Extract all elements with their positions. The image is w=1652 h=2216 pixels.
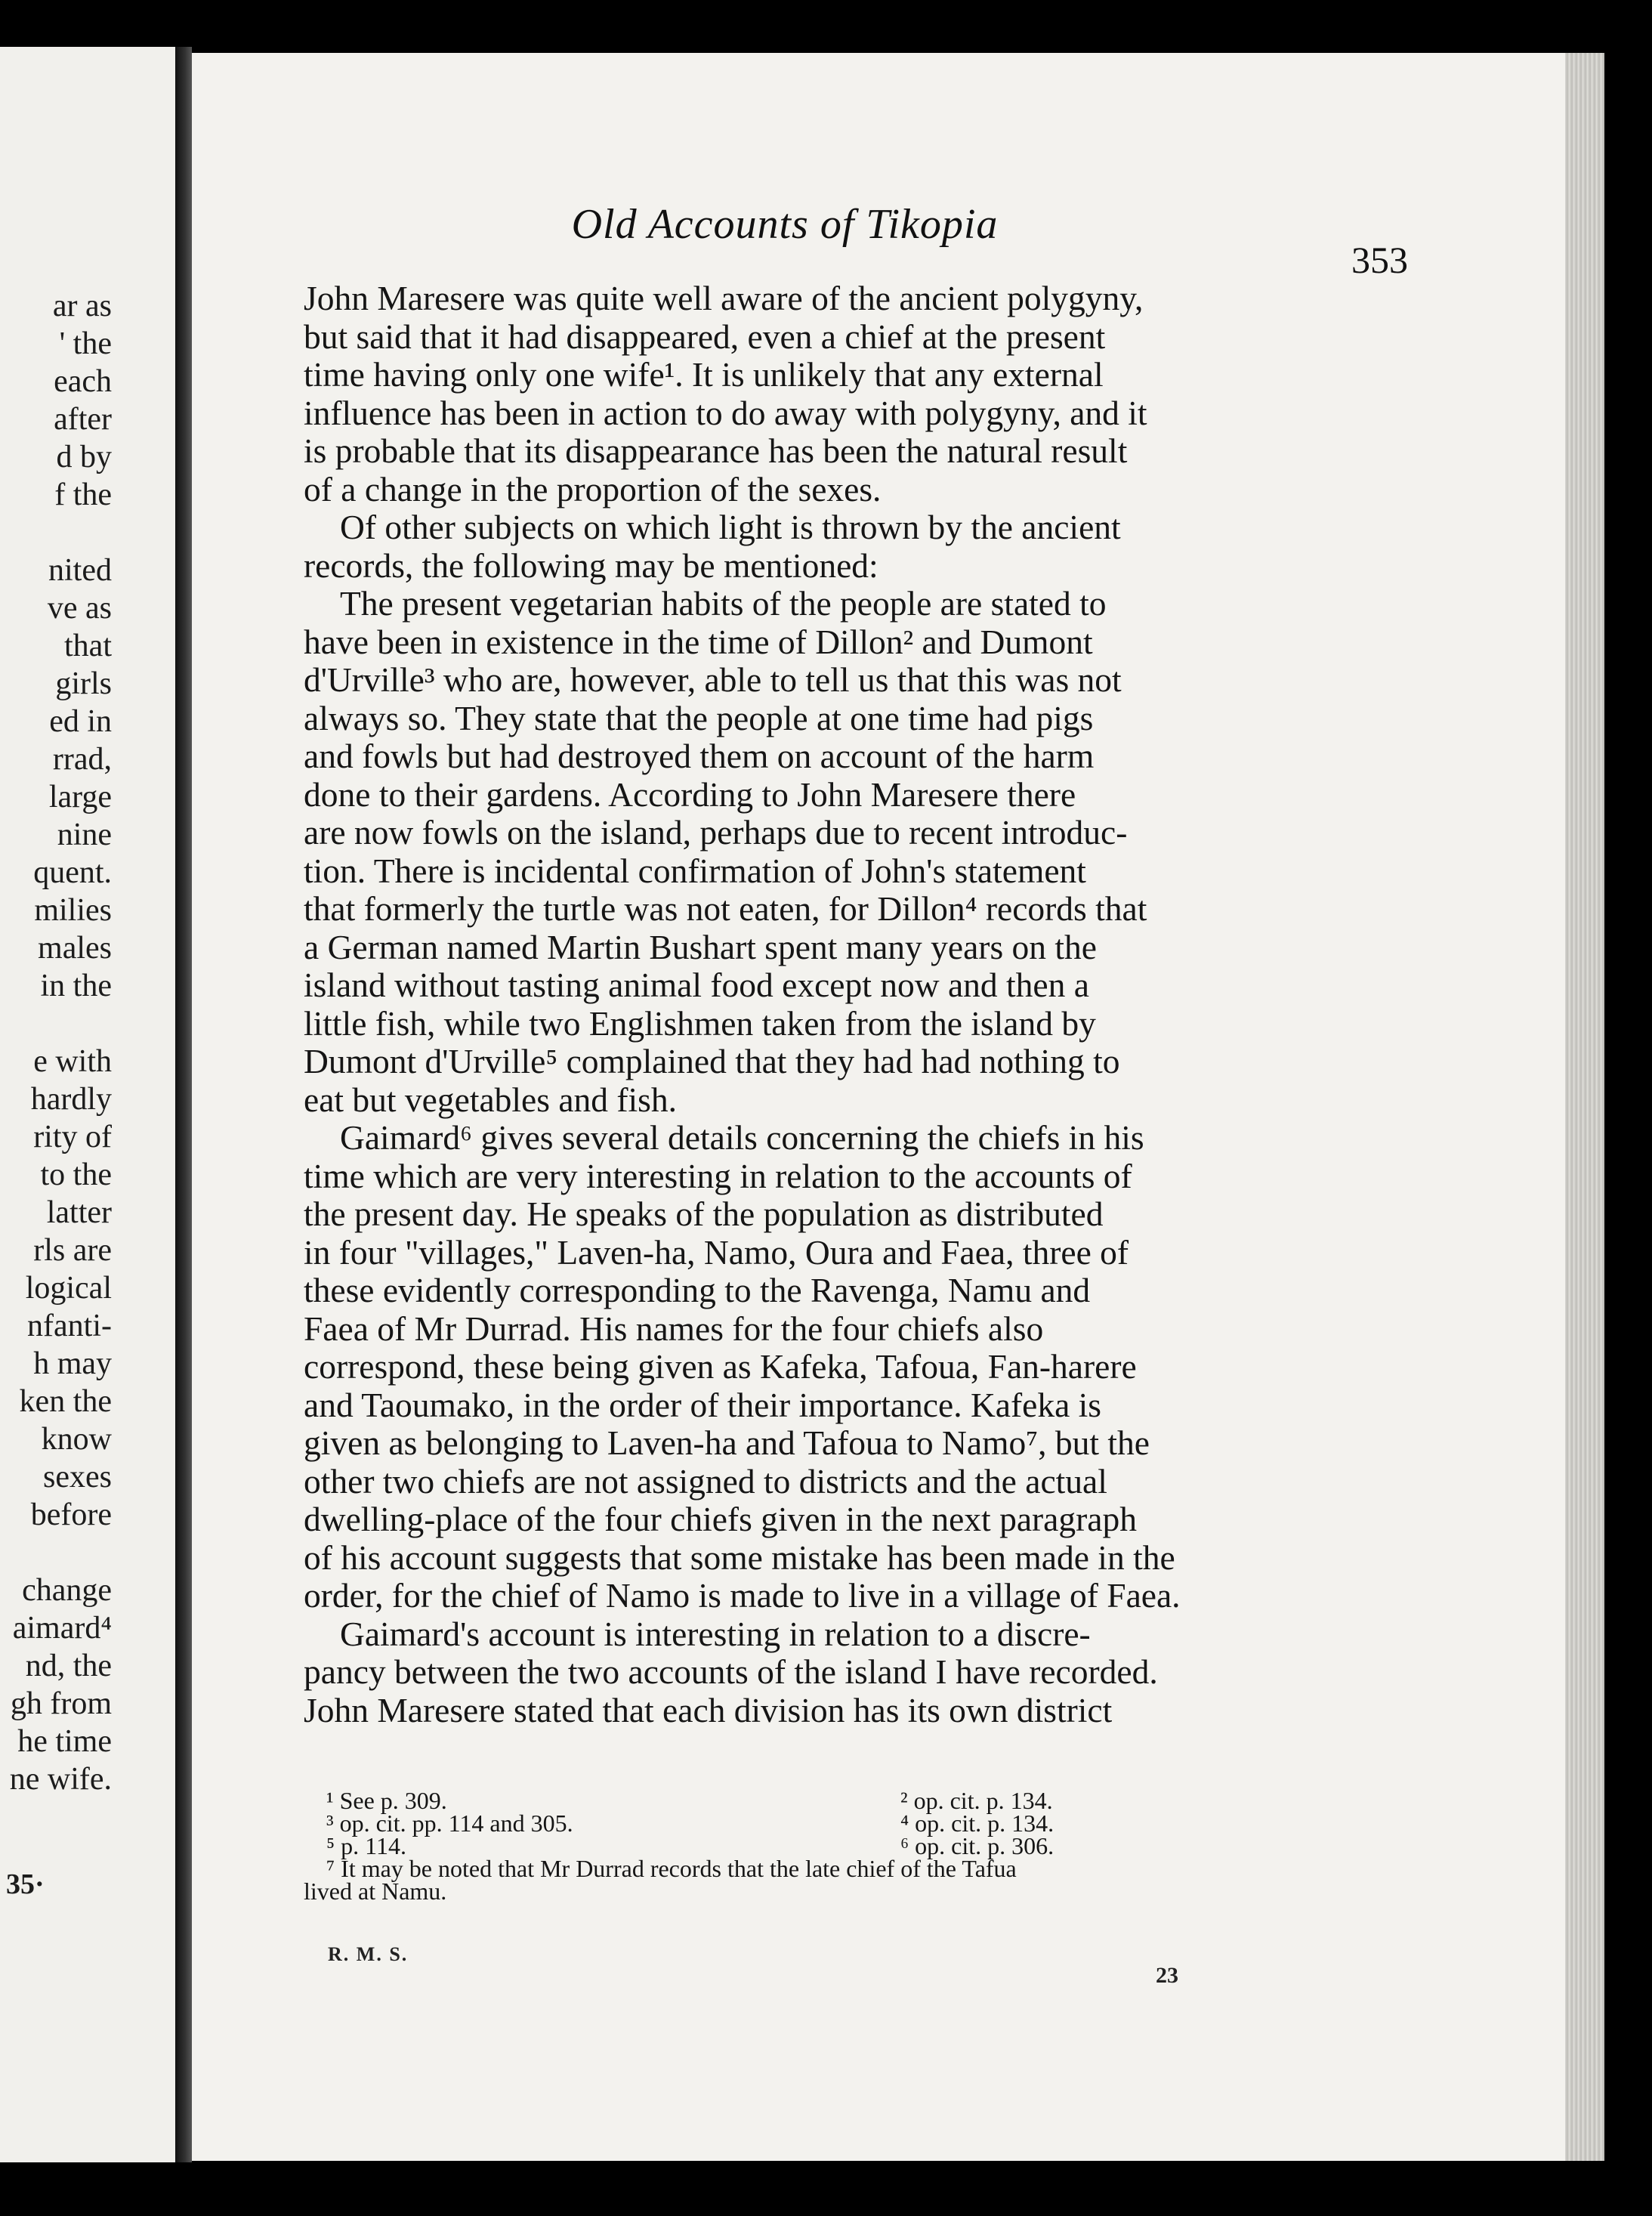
facing-line: to the — [40, 1157, 112, 1192]
body-line: eat but vegetables and fish. — [304, 1080, 678, 1119]
signature-mark: R. M. S. — [328, 1943, 409, 1965]
facing-page — [0, 47, 175, 2162]
body-line: is probable that its disappearance has been the natural result — [304, 431, 1128, 470]
body-line: always so. They state that the people at one time had pigs — [304, 698, 1094, 737]
page-number: 353 — [1351, 239, 1408, 281]
body-line: done to their gardens. According to John Maresere there — [304, 774, 1076, 814]
facing-line: f the — [54, 478, 112, 512]
facing-line-blank — [10, 514, 112, 552]
body-line: The present vegetarian habits of the people are stated to — [340, 584, 1107, 623]
body-line: d'Urville³ who are, however, able to tell us that this was not — [304, 660, 1122, 699]
facing-line: ken the — [19, 1384, 112, 1419]
body-line: order, for the chief of Namo is made to live in a village of Faea. — [304, 1576, 1181, 1615]
footnote-row — [304, 1789, 1467, 1812]
facing-line: in the — [40, 969, 112, 1003]
body-line: Of other subjects on which light is thrown by the ancient — [340, 508, 1121, 546]
footnotes — [304, 1787, 1467, 1905]
body-line: that formerly the turtle was not eaten, for Dillon⁴ records that — [304, 889, 1147, 928]
body-line: Dumont d'Urville⁵ complained that they had had nothing to — [304, 1042, 1120, 1080]
footnote-4: ⁴ op. cit. p. 134. — [900, 1810, 1055, 1837]
body-line: correspond, these being given as Kafeka, Tafoua, Fan-harere — [304, 1347, 1137, 1386]
body-line: the present day. He speaks of the population as distributed — [304, 1195, 1104, 1233]
body-line: dwelling-place of the four chiefs given in the next paragraph — [304, 1500, 1137, 1538]
facing-line: milies — [34, 893, 112, 928]
facing-line: ne wife. — [9, 1762, 112, 1797]
facing-line: aimard⁴ — [12, 1611, 112, 1646]
running-head: Old Accounts of Tikopia — [571, 201, 999, 248]
body-line: island without tasting animal food except now and then a — [304, 966, 1089, 1004]
facing-line: nfanti- — [27, 1309, 112, 1343]
signature-number: 23 — [1156, 1963, 1178, 1988]
facing-line: males — [38, 931, 112, 966]
facing-line: nine — [57, 817, 112, 852]
facing-page-text — [10, 287, 112, 1798]
facing-line: ' the — [59, 326, 112, 361]
facing-line: after — [54, 402, 112, 437]
facing-line: sexes — [43, 1460, 112, 1494]
facing-line: ve as — [47, 591, 112, 626]
footnote-1: ¹ See p. 309. — [326, 1787, 447, 1814]
facing-line: girls — [55, 666, 112, 701]
facing-line: ed in — [49, 704, 112, 739]
body-line: of a change in the proportion of the sexes. — [304, 469, 882, 508]
footnote-row — [304, 1810, 1467, 1837]
body-line: records, the following may be mentioned: — [304, 546, 878, 585]
facing-line: before — [30, 1497, 112, 1532]
facing-line: hardly — [30, 1082, 112, 1117]
footnote-row — [304, 1834, 1467, 1857]
footnote-7-continued: lived at Namu. — [304, 1878, 447, 1905]
facing-line-blank — [10, 1534, 112, 1572]
footnote-7: ⁷ It may be noted that Mr Durrad records that the late chief of the Tafua — [326, 1855, 1017, 1882]
body-line: but said that it had disappeared, even a chief at the present — [304, 317, 1106, 356]
body-line: time having only one wife¹. It is unlikely that any external — [304, 355, 1104, 394]
body-line: John Maresere was quite well aware of the ancient polygyny, — [304, 279, 1144, 317]
page-edge — [1565, 53, 1604, 2161]
facing-line: h may — [33, 1346, 112, 1381]
footnote-3: ³ op. cit. pp. 114 and 305. — [326, 1810, 573, 1837]
body-line: are now fowls on the island, perhaps due to recent introduc- — [304, 813, 1128, 851]
facing-page-number: 35· — [6, 1868, 45, 1900]
facing-line: ar as — [52, 289, 112, 323]
main-page — [192, 53, 1604, 2161]
facing-line: logical — [25, 1271, 112, 1306]
facing-line: nited — [48, 553, 112, 588]
body-line: given as belonging to Laven-ha and Tafoua to Namo⁷, but the — [304, 1423, 1150, 1462]
facing-line: know — [41, 1422, 112, 1457]
footnote-2: ² op. cit. p. 134. — [900, 1787, 1053, 1814]
footnote-6: ⁶ op. cit. p. 306. — [900, 1832, 1055, 1859]
facing-line: rity of — [33, 1120, 112, 1154]
body-line: and fowls but had destroyed them on account of the harm — [304, 737, 1095, 775]
facing-line: change — [22, 1573, 112, 1608]
body-line: tion. There is incidental confirmation of John's statement — [304, 851, 1086, 890]
facing-line: large — [48, 780, 112, 814]
body-line: and Taoumako, in the order of their importance. Kafeka is — [304, 1385, 1102, 1424]
facing-line: rrad, — [52, 742, 112, 777]
facing-line: gh from — [10, 1686, 112, 1721]
facing-line: quent. — [33, 855, 112, 890]
body-text — [304, 280, 1467, 1729]
facing-line: he time — [17, 1724, 112, 1759]
facing-line: each — [54, 364, 112, 399]
body-line: other two chiefs are not assigned to districts and the actual — [304, 1461, 1107, 1501]
book-gutter — [175, 47, 192, 2162]
body-line: these evidently corresponding to the Ravenga, Namu and — [304, 1271, 1091, 1309]
body-line: John Maresere stated that each division has its own district — [304, 1690, 1113, 1729]
body-line: time which are very interesting in relation to the accounts of — [304, 1156, 1132, 1195]
facing-line: rls are — [33, 1233, 112, 1268]
facing-line: nd, the — [25, 1649, 112, 1683]
footnote-5: ⁵ p. 114. — [326, 1832, 406, 1859]
body-line: have been in existence in the time of Dillon² and Dumont — [304, 622, 1093, 661]
facing-line-blank — [10, 1005, 112, 1043]
facing-line: that — [64, 629, 112, 663]
facing-line: e with — [33, 1044, 112, 1079]
body-line: Faea of Mr Durrad. His names for the four chiefs also — [304, 1309, 1044, 1348]
body-line: influence has been in action to do away with polygyny, and it — [304, 393, 1147, 432]
facing-line: latter — [46, 1195, 112, 1230]
facing-line: d by — [56, 440, 112, 474]
body-line: in four "villages," Laven-ha, Namo, Oura and Faea, three of — [304, 1232, 1129, 1272]
body-line: a German named Martin Bushart spent many years on the — [304, 927, 1097, 966]
body-line: of his account suggests that some mistake has been made in the — [304, 1538, 1175, 1577]
body-line: Gaimard⁶ gives several details concerning the chiefs in his — [340, 1118, 1144, 1157]
body-line: pancy between the two accounts of the island I have recorded. — [304, 1652, 1158, 1691]
body-line: Gaimard's account is interesting in relation to a discre- — [340, 1614, 1091, 1653]
body-line: little fish, while two Englishmen taken from the island by — [304, 1003, 1096, 1043]
